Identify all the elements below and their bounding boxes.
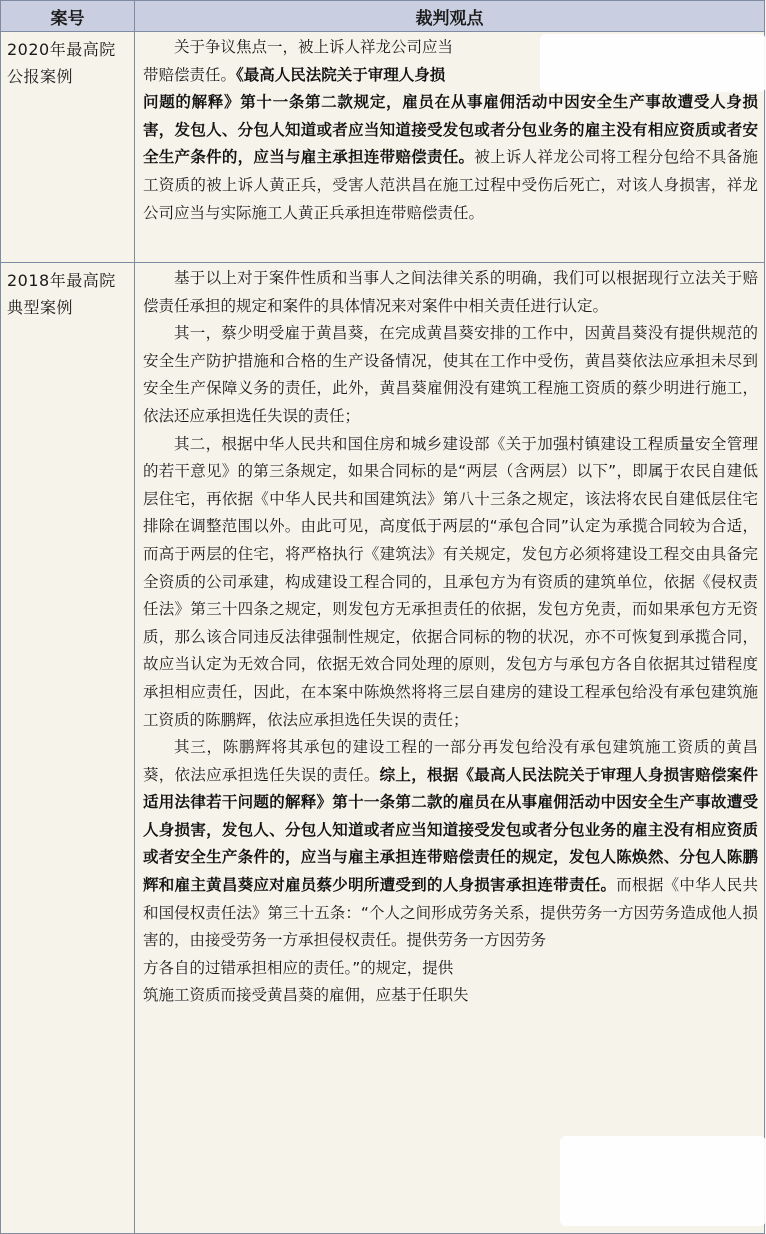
opinion-paragraph: 其二，根据中华人民共和国住房和城乡建设部《关于加强村镇建设工程质量安全管理的若干意见》的第三条规定，如果合同标的是“两层（含两层）以下”，即属于农民自建低层住宅，再依据《中华人民共和国建筑法》第八十三条之规定，该法将农民自建低层住宅排除在调整范围以外。由此可见，高度低于两层的“承包合同”认定为承揽合同较为合适，而高于两层的住宅，将严格执行《建筑法》有关规定，发包方必须将建设工程交由具备完全资质的公司承建，构成建设工程合同的，且承包方为有资质的建筑单位，依据《侵权责任法》第三十四条之规定，则发包方无承担责任的依据，发包方免责，而如果承包方无资质，那么该合同违反法律强制性规定，依据合同标的物的状况，亦不可恢复到承揽合同，故应当认定为无效合同，依据无效合同处理的原则，发包方与承包方各自依据其过错程度承担相应责任，因此，在本案中陈焕然将将三层自建房的建设工程承包给没有承包建筑施工资质的陈鹏辉，依法应承担选任失误的责任； [143, 434, 758, 729]
opinion-paragraph: 其一，蔡少明受雇于黄昌葵，在完成黄昌葵安排的工作中，因黄昌葵没有提供规范的安全生产防护措施和合格的生产设备情况，使其在工作中受伤，黄昌葵依法应承担未尽到安全生产保障义务的责任，此外，黄昌葵雇佣没有建筑工程施工资质的蔡少明进行施工，依法还应承担选任失误的责任； [143, 324, 758, 425]
opinion-paragraph: 带赔偿责任。《最高人民法院关于审理人身损 [143, 65, 446, 84]
table-header-row [1, 1, 765, 32]
opinion-paragraph: 筑施工资质而接受黄昌葵的雇佣，应基于任职失 [143, 986, 469, 1005]
header-opinion: 裁判观点 [135, 1, 765, 32]
header-case-no: 案号 [1, 1, 135, 32]
occlusion-patch [560, 1136, 766, 1226]
case-number-cell: 2020年最高院公报案例 [1, 32, 135, 263]
opinion-paragraph: 问题的解释》第十一条第二款规定，雇员在从事雇佣活动中因安全生产事故遭受人身损害，发包人、分包人知道或者应当知道接受发包或者分包业务的雇主没有相应资质或者安全生产条件的，应当与雇主承担连带赔偿责任。被上诉人祥龙公司将工程分包给不具备施工资质的被上诉人黄正兵，受害人范洪昌在施工过程中受伤后死亡，对该人身损害，祥龙公司应当与实际施工人黄正兵承担连带赔偿责任。 [143, 93, 758, 222]
opinion-paragraph: 其三，陈鹏辉将其承包的建设工程的一部分再发包给没有承包建筑施工资质的黄昌葵，依法应承担选任失误的责任。综上，根据《最高人民法院关于审理人身损害赔偿案件适用法律若干问题的解释》第十一条第二款的雇员在从事雇佣活动中因安全生产事故遭受人身损害，发包人、分包人知道或者应当知道接受发包或者分包业务的雇主没有相应资质或者安全生产条件的，应当与雇主承担连带赔偿责任的规定，发包人陈焕然、分包人陈鹏辉和雇主黄昌葵应对雇员蔡少明所遭受到的人身损害承担连带责任。而根据《中华人民共和国侵权责任法》第三十五条：“个人之间形成劳务关系，提供劳务一方因劳务造成他人损害的，由接受劳务一方承担侵权责任。提供劳务一方因劳务 [143, 738, 758, 950]
opinion-cell [135, 263, 765, 1234]
table-row [1, 263, 765, 1234]
opinion-paragraph: 基于以上对于案件性质和当事人之间法律关系的明确，我们可以根据现行立法关于赔偿责任承担的规定和案件的具体情况来对案件中相关责任进行认定。 [143, 269, 758, 315]
opinion-paragraph: 方各自的过错承担相应的责任。”的规定，提供 [143, 958, 454, 977]
case-number-cell: 2018年最高院典型案例 [1, 263, 135, 1234]
opinion-paragraph: 关于争议焦点一，被上诉人祥龙公司应当 [174, 38, 454, 56]
occlusion-patch [540, 34, 766, 92]
